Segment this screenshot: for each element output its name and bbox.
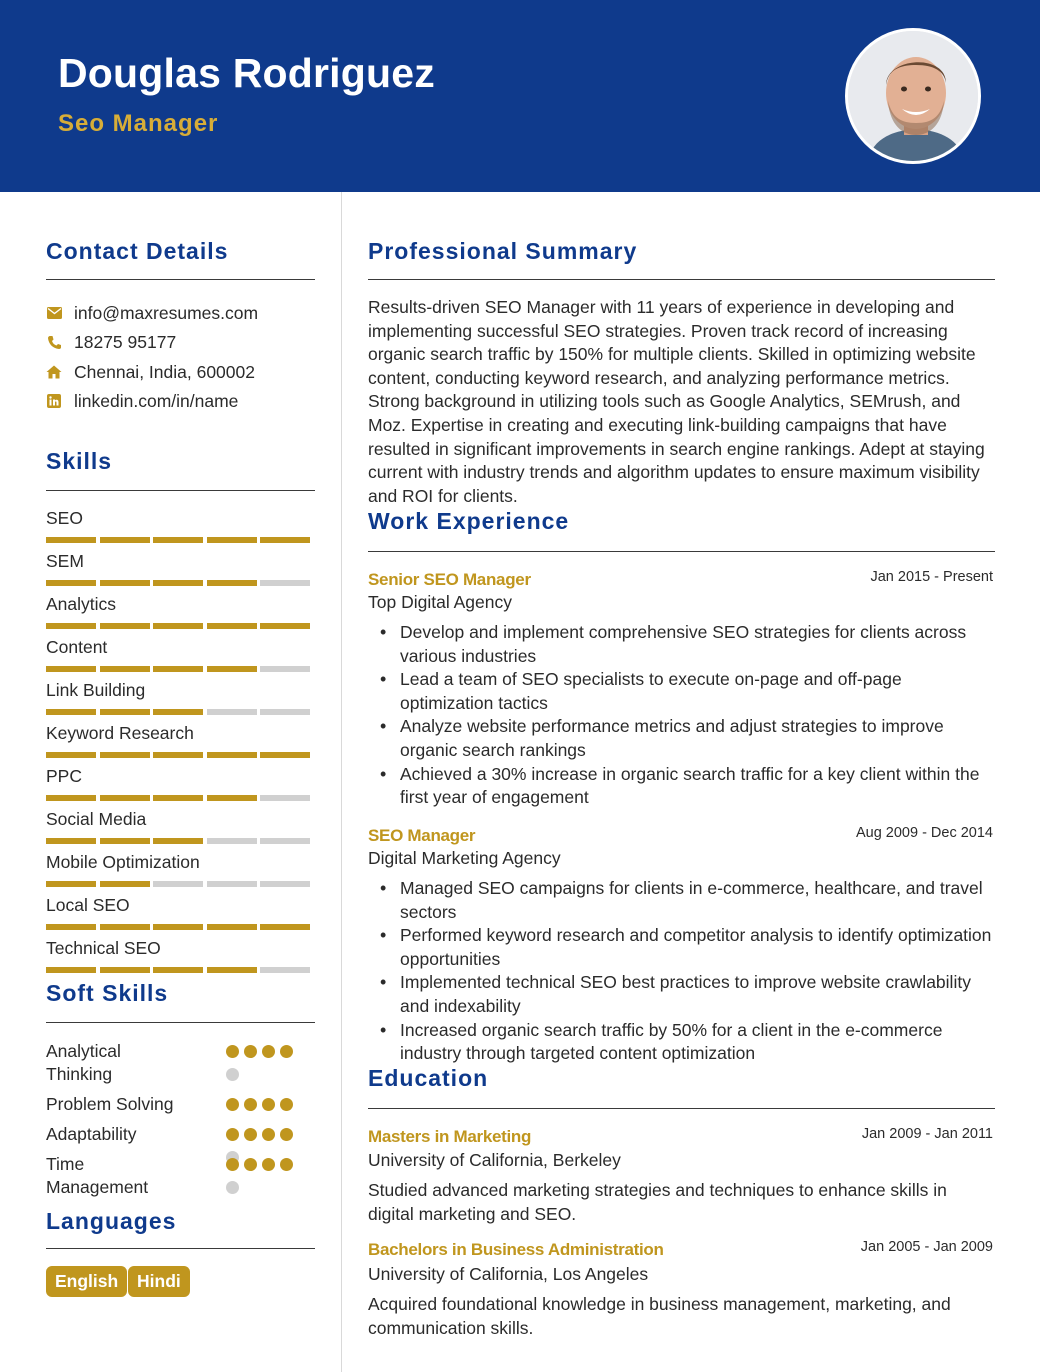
- skill-segment-filled: [207, 752, 257, 758]
- job-company: Top Digital Agency: [368, 592, 512, 612]
- languages-rule: [46, 1248, 315, 1249]
- summary-rule: [368, 279, 995, 280]
- skill-segment-filled: [153, 752, 203, 758]
- skill-segment-filled: [260, 752, 310, 758]
- job-bullet: • Develop and implement comprehensive SEO strategies for clients across various industries: [368, 621, 996, 668]
- skill-name: Technical SEO: [46, 938, 161, 958]
- skill-name: SEO: [46, 508, 83, 528]
- job-title: Senior SEO Manager: [368, 570, 531, 589]
- school-name: University of California, Berkeley: [368, 1150, 621, 1170]
- job-bullet: • Achieved a 30% increase in organic search traffic for a key client within the first year of engagement: [368, 763, 996, 810]
- skill-segment-filled: [153, 537, 203, 543]
- skill-segment-filled: [207, 666, 257, 672]
- job-bullet: • Performed keyword research and competitor analysis to identify optimization opportunities: [368, 924, 996, 971]
- skill-segment-filled: [153, 709, 203, 715]
- rating-dot-filled: [262, 1098, 275, 1111]
- degree-dates: Jan 2005 - Jan 2009: [860, 1239, 993, 1255]
- job-company: Digital Marketing Agency: [368, 848, 561, 868]
- skill-segment-filled: [100, 666, 150, 672]
- rating-dot-filled: [280, 1098, 293, 1111]
- skill-level-bar: [46, 752, 314, 758]
- skill-name: Mobile Optimization: [46, 852, 200, 872]
- skill-segment-filled: [100, 881, 150, 887]
- skill-level-bar: [46, 838, 314, 844]
- language-badge-english: English: [46, 1266, 127, 1297]
- rating-dot-filled: [262, 1128, 275, 1141]
- skill-name: Content: [46, 637, 108, 657]
- job-dates: Jan 2015 - Present: [870, 569, 993, 585]
- rating-dot-filled: [244, 1098, 257, 1111]
- job-bullet: • Managed SEO campaigns for clients in e-commerce, healthcare, and travel sectors: [368, 877, 996, 924]
- skill-segment-filled: [46, 537, 96, 543]
- rating-dot-empty: [226, 1068, 239, 1081]
- skill-segment-filled: [100, 580, 150, 586]
- contact-email-text: info@maxresumes.com: [74, 302, 259, 323]
- job-bullet: • Implemented technical SEO best practices to improve website crawlability and indexability: [368, 971, 996, 1018]
- skill-segment-filled: [46, 795, 96, 801]
- skill-segment-filled: [100, 838, 150, 844]
- resume-header: [0, 0, 1040, 192]
- skill-segment-filled: [100, 709, 150, 715]
- skill-level-bar: [46, 623, 314, 629]
- skill-segment-filled: [46, 967, 96, 973]
- skill-segment-filled: [46, 924, 96, 930]
- skill-segment-filled: [207, 623, 257, 629]
- contact-email[interactable]: [46, 302, 258, 324]
- skill-segment-empty: [153, 881, 203, 887]
- school-name: University of California, Los Angeles: [368, 1264, 649, 1284]
- job-title: SEO Manager: [368, 826, 476, 845]
- skill-segment-filled: [207, 795, 257, 801]
- contact-address-text: Chennai, India, 600002: [74, 361, 255, 382]
- job-dates: Aug 2009 - Dec 2014: [855, 825, 993, 841]
- skill-level-bar: [46, 967, 314, 973]
- skill-segment-filled: [153, 580, 203, 586]
- contact-rule: [46, 279, 315, 280]
- soft-skill-name: Adaptability: [46, 1124, 137, 1144]
- skill-name: Local SEO: [46, 895, 130, 915]
- education-heading: Education: [368, 1065, 489, 1091]
- skill-segment-filled: [100, 924, 150, 930]
- skill-segment-filled: [46, 623, 96, 629]
- skill-segment-empty: [207, 838, 257, 844]
- skill-segment-filled: [153, 795, 203, 801]
- job-bullets: [368, 877, 996, 1066]
- skill-segment-filled: [153, 924, 203, 930]
- skill-level-bar: [46, 666, 314, 672]
- phone-icon: [46, 334, 62, 350]
- skill-segment-empty: [260, 967, 310, 973]
- skill-level-bar: [46, 795, 314, 801]
- skill-segment-filled: [153, 623, 203, 629]
- contact-linkedin[interactable]: [46, 390, 238, 412]
- skill-level-bar: [46, 709, 314, 715]
- job-bullets: [368, 621, 996, 810]
- skill-segment-empty: [260, 709, 310, 715]
- skill-segment-filled: [260, 537, 310, 543]
- rating-dot-filled: [244, 1128, 257, 1141]
- rating-dot-filled: [226, 1128, 239, 1141]
- skill-segment-empty: [260, 838, 310, 844]
- skill-segment-filled: [46, 666, 96, 672]
- skill-segment-filled: [46, 752, 96, 758]
- skill-name: Link Building: [46, 680, 146, 700]
- job-bullet: • Increased organic search traffic by 50% for a client in the e-commerce industry through targeted content optimization: [368, 1019, 996, 1066]
- candidate-name: Douglas Rodriguez: [58, 50, 435, 96]
- language-badge-hindi: Hindi: [128, 1266, 190, 1297]
- rating-dot-filled: [226, 1158, 239, 1171]
- job-bullet: • Lead a team of SEO specialists to execute on-page and off-page optimization tactics: [368, 668, 996, 715]
- skill-name: SEM: [46, 551, 84, 571]
- profile-photo: [845, 28, 981, 164]
- rating-dot-empty: [226, 1181, 239, 1194]
- skill-segment-empty: [260, 795, 310, 801]
- skill-segment-filled: [260, 623, 310, 629]
- skill-level-bar: [46, 924, 314, 930]
- languages-heading: Languages: [46, 1208, 177, 1234]
- skill-segment-filled: [153, 967, 203, 973]
- contact-phone[interactable]: [46, 331, 176, 353]
- skill-segment-filled: [46, 881, 96, 887]
- soft-skill-name: Analytical Thinking: [46, 1041, 121, 1084]
- skills-heading: Skills: [46, 448, 113, 474]
- linkedin-icon: [46, 393, 62, 409]
- skill-segment-filled: [46, 580, 96, 586]
- contact-address: [46, 361, 255, 383]
- skill-level-bar: [46, 537, 314, 543]
- summary-heading: Professional Summary: [368, 238, 638, 264]
- skill-segment-filled: [260, 924, 310, 930]
- experience-rule: [368, 551, 995, 552]
- rating-dot-filled: [226, 1045, 239, 1058]
- summary-text: Results-driven SEO Manager with 11 years of experience in developing and implementing successful SEO strategies. Proven track record of increasing organic search traffic by 150% for multiple clients. Skilled in optimizing website content, conducting keyword research, and analyzing performance metrics. Strong background in utilizing tools such as Google Analytics, SEMrush, and Moz. Expertise in creating and executing link-building campaigns that have resulted in significant improvements in search engine rankings. Adept at staying current with industry trends and algorithm updates to ensure maximum visibility and ROI for clients.: [368, 297, 985, 506]
- soft-skills-rule: [46, 1022, 315, 1023]
- skill-segment-filled: [100, 623, 150, 629]
- skill-segment-filled: [100, 967, 150, 973]
- skill-segment-filled: [100, 752, 150, 758]
- skill-segment-empty: [260, 881, 310, 887]
- degree-dates: Jan 2009 - Jan 2011: [861, 1126, 993, 1142]
- rating-dot-filled: [226, 1098, 239, 1111]
- rating-dot-filled: [280, 1045, 293, 1058]
- rating-dot-filled: [280, 1128, 293, 1141]
- skill-segment-filled: [207, 924, 257, 930]
- soft-skills-heading: Soft Skills: [46, 980, 169, 1006]
- column-divider: [341, 192, 342, 1372]
- soft-skill-name: Problem Solving: [46, 1094, 174, 1114]
- skill-segment-filled: [46, 838, 96, 844]
- skill-segment-filled: [153, 666, 203, 672]
- skill-level-bar: [46, 580, 314, 586]
- skill-segment-empty: [260, 666, 310, 672]
- contact-phone-text: 18275 95177: [74, 331, 177, 352]
- rating-dot-filled: [262, 1045, 275, 1058]
- skill-segment-filled: [207, 967, 257, 973]
- skills-rule: [46, 490, 315, 491]
- contact-linkedin-text: linkedin.com/in/name: [74, 390, 239, 411]
- rating-dot-filled: [244, 1045, 257, 1058]
- skill-segment-empty: [207, 881, 257, 887]
- skill-name: Analytics: [46, 594, 117, 614]
- skill-segment-filled: [100, 537, 150, 543]
- envelope-icon: [46, 305, 62, 321]
- home-icon: [46, 364, 62, 380]
- candidate-title: Seo Manager: [58, 110, 219, 137]
- skill-level-bar: [46, 881, 314, 887]
- skill-name: Keyword Research: [46, 723, 194, 743]
- rating-dot-filled: [262, 1158, 275, 1171]
- degree-description: Acquired foundational knowledge in business management, marketing, and communication skills.: [368, 1294, 951, 1338]
- contact-heading: Contact Details: [46, 238, 229, 264]
- degree-title: Bachelors in Business Administration: [368, 1240, 664, 1259]
- experience-heading: Work Experience: [368, 508, 570, 534]
- education-rule: [368, 1108, 995, 1109]
- job-bullet: • Analyze website performance metrics and adjust strategies to improve organic search rankings: [368, 715, 996, 762]
- skill-segment-empty: [207, 709, 257, 715]
- skill-segment-filled: [207, 537, 257, 543]
- rating-dot-filled: [244, 1158, 257, 1171]
- degree-description: Studied advanced marketing strategies and techniques to enhance skills in digital marketing and SEO.: [368, 1180, 947, 1224]
- skill-segment-filled: [153, 838, 203, 844]
- skill-name: Social Media: [46, 809, 147, 829]
- skill-segment-empty: [260, 580, 310, 586]
- rating-dot-filled: [280, 1158, 293, 1171]
- skill-segment-filled: [207, 580, 257, 586]
- skill-segment-filled: [100, 795, 150, 801]
- soft-skill-name: Time Management: [46, 1154, 149, 1197]
- degree-title: Masters in Marketing: [368, 1127, 532, 1146]
- skill-name: PPC: [46, 766, 82, 786]
- skill-segment-filled: [46, 709, 96, 715]
